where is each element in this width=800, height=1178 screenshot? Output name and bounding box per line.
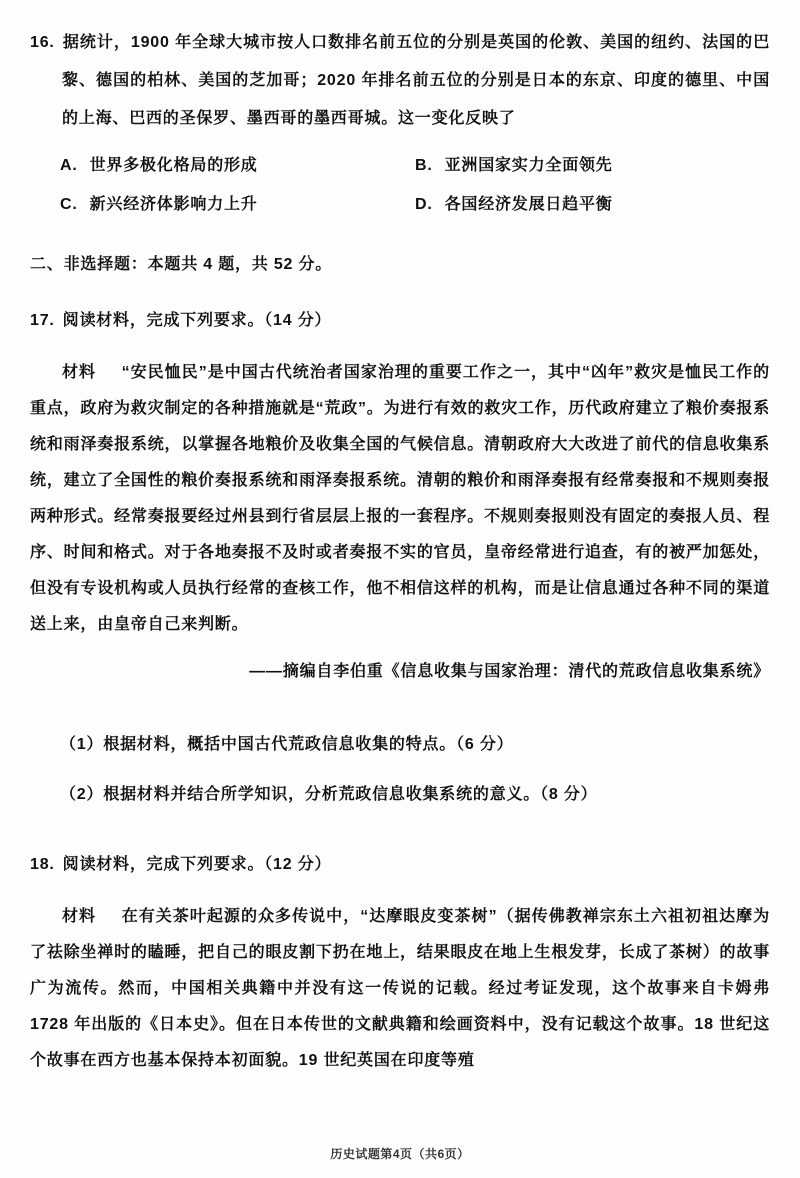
option-c-label: C. (60, 196, 78, 213)
option-c-text: 新兴经济体影响力上升 (89, 196, 258, 213)
question-16-number: 16. (30, 34, 55, 51)
question-16 (30, 24, 770, 217)
question-17-number: 17. (30, 312, 55, 329)
question-16-stem (30, 24, 770, 138)
question-17-material-text: “安民恤民”是中国古代统治者国家治理的重要工作之一，其中“凶年”救灾是恤民工作的重点，政府为救灾制定的各种措施就是“荒政”。为进行有效的救灾工作，历代政府建立了粮价奏报系统和雨泽奏报系统，以掌握各地粮价及收集全国的气候信息。清朝政府大大改进了前代的信息收集系统，建立了全国性的粮价奏报系统和雨泽奏报系统。清朝的粮价和雨泽奏报有经常奏报和不规则奏报两种形式。经常奏报要经过州县到行省层层上报的一套程序。不规则奏报则没有固定的奏报人员、程序、时间和格式。对于各地奏报不及时或者奏报不实的官员，皇帝经常进行追查，有的被严加惩处，但没有专设机构或人员执行经常的查核工作，他不相信这样的机构，而是让信息通过各种不同的渠道送上来，由皇帝自己来判断。 (30, 364, 771, 633)
option-b (415, 154, 770, 178)
option-b-text: 亚洲国家实力全面领先 (444, 157, 613, 174)
material-label: 材料 (62, 908, 97, 925)
option-a-label: A. (60, 157, 78, 174)
option-a (60, 154, 415, 178)
question-16-options (30, 154, 770, 217)
question-17-subquestion-2: （2）根据材料并结合所学知识，分析荒政信息收集系统的意义。（8 分） (60, 786, 598, 803)
section-2-heading: 二、非选择题：本题共 4 题，共 52 分。 (30, 256, 333, 273)
option-d-label: D. (415, 196, 433, 213)
option-c (60, 193, 415, 217)
option-d (415, 193, 770, 217)
question-17-source: ——摘编自李伯重《信息收集与国家治理：清代的荒政信息收集系统》 (249, 663, 770, 680)
question-16-text: 据统计，1900 年全球大城市按人口数排名前五位的分别是英国的伦敦、美国的纽约、法国的巴黎、德国的柏林、美国的芝加哥；2020 年排名前五位的分别是日本的东京、印度的德里、中国的上海、巴西的圣保罗、墨西哥的墨西哥城。这一变化反映了 (62, 34, 770, 127)
question-17-material (30, 355, 770, 643)
question-18-material-text: 在有关茶叶起源的众多传说中，“达摩眼皮变茶树”（据传佛教禅宗东土六祖初祖达摩为了祛除坐禅时的瞌睡，把自己的眼皮割下扔在地上，结果眼皮在地上生根发芽，长成了茶树）的故事广为流传。然而，中国相关典籍中并没有这一传说的记载。经过考证发现，这个故事来自卡姆弗 1728 年出版的《日本史》。但在日本传世的文献典籍和绘画资料中，没有记载这个故事。18 世纪这个故事在西方也基本保持本初面貌。19 世纪英国在印度等殖 (30, 908, 771, 1069)
option-b-label: B. (415, 157, 433, 174)
option-d-text: 各国经济发展日趋平衡 (444, 196, 613, 213)
question-18-intro-text: 阅读材料，完成下列要求。（12 分） (62, 856, 332, 873)
question-18-intro (30, 853, 770, 877)
question-17-intro (30, 309, 770, 333)
question-18-material (30, 899, 770, 1079)
material-label: 材料 (62, 364, 97, 381)
question-18-number: 18. (30, 856, 55, 873)
question-17-intro-text: 阅读材料，完成下列要求。（14 分） (62, 312, 332, 329)
question-17-subquestion-1: （1）根据材料，概括中国古代荒政信息收集的特点。（6 分） (60, 736, 514, 753)
question-18 (30, 853, 770, 1079)
option-a-text: 世界多极化格局的形成 (89, 157, 258, 174)
question-17 (30, 309, 770, 807)
page-footer: 历史试题第4页（共6页） (330, 1147, 470, 1161)
